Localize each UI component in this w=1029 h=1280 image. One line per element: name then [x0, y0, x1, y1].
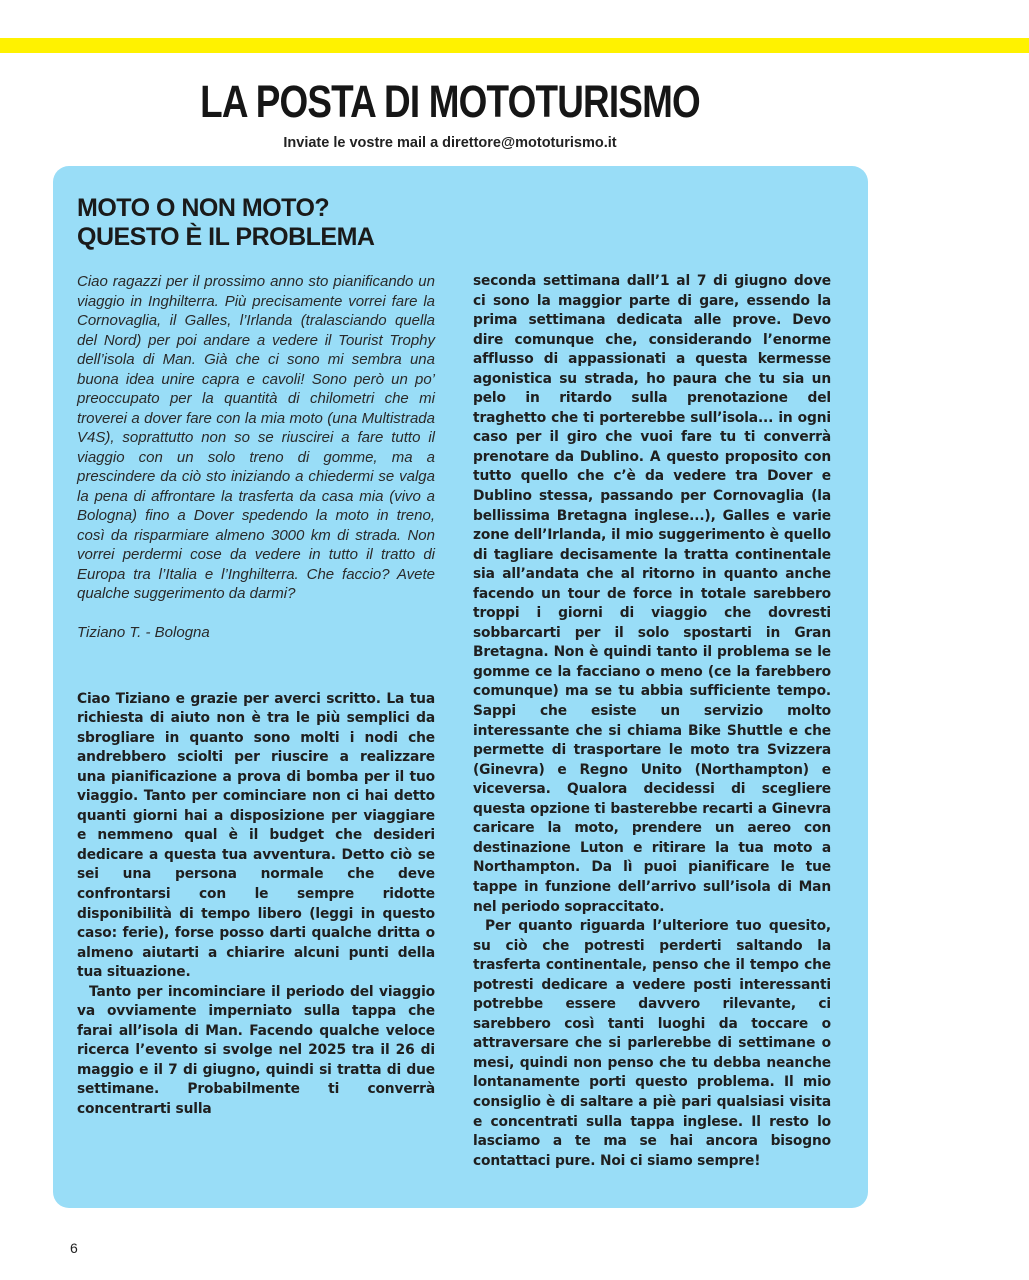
contact-line: Inviate le vostre mail a direttore@mototurismo.it [283, 135, 617, 151]
article-title [77, 194, 637, 252]
editor-reply [77, 690, 435, 1120]
article-title-line-1: MOTO O NON MOTO? [77, 194, 330, 222]
article-title-line-2: QUESTO È IL PROBLEMA [77, 223, 375, 251]
right-column [473, 272, 831, 1171]
reply-paragraph-3: Per quanto riguarda l’ulteriore tuo quesito, su ciò che potresti perderti saltando la trasferta continentale, penso che il tempo che potresti dedicare a vedere posti interessanti potrebbe essere davvero rilevante, ci sarebbero così tanti luoghi da toccare o attraversare che si parlerebbe di settimane o mesi, quindi non penso che tu debba neanche lontanamente porti questo problema. Il mio consiglio è di saltare a piè pari qualsiasi visita e concentrati sulla tappa inglese. Il resto lo lasciamo a te ma se hai ancora bisogno contattaci pure. Noi ci siamo sempre! [473, 918, 831, 1169]
page-title: LA POSTA DI MOTOTURISMO [200, 76, 700, 127]
letter-body: Ciao ragazzi per il prossimo anno sto pianificando un viaggio in Inghilterra. Più precisamente vorrei fare la Cornovaglia, il Galles, l’Irlanda (tralasciando quella del Nord) per poi andare a vedere il Tourist Trophy dell’isola di Man. Già che ci sono mi sembra una buona idea unire capra e cavoli! Sono però un po’ preoccupato per la quantità di chilometri che mi troverei a dover fare con la mia moto (una Multistrada V4S), soprattutto non so se riuscirei a fare tutto il viaggio con un solo treno di gomme, ma a prescindere da ciò sto iniziando a chiedermi se valga la pena di affrontare la trasferta da casa mia (vivo a Bologna) fino a Dover spedendo la moto in treno, così da risparmiare almeno 3000 km di strada. Non vorrei perdermi cose da vedere in tutto il tratto di Europa tra l’Italia e l’Inghilterra. Che faccio? Avete qualche suggerimento da darmi? [77, 273, 435, 602]
letter-panel [53, 166, 868, 1208]
letter-signature: Tiziano T. - Bologna [77, 624, 210, 641]
reply-paragraph-2-continued: seconda settimana dall’1 al 7 di giugno dove ci sono la maggior parte di gare, essendo la prima settimana dedicata alle prove. Devo dire comunque che, considerando l’enorme afflusso di appassionati a questa kermesse agonistica su strada, ho paura che tu sia un pelo in ritardo sulla prenotazione del traghetto che ti porterebbe sull’isola... in ogni caso per il giro che vuoi fare tu ti converrà prenotare da Dublino. A questo proposito con tutto quello che c’è da vedere tra Dover e Dublino stessa, passando per Cornovaglia (la bellissima Bretagna inglese...), Galles e varie zone dell’Irlanda, il mio suggerimento è quello di tagliare decisamente la tratta continentale sia all’andata che al ritorno in quanto anche facendo un tour de force in totale sarebbero troppi i giorni di viaggio che dovresti sobbarcarti per il solo spostarti in Gran Bretagna. Non è quindi tanto il problema se le gomme ce la facciano o meno (ce la farebbero comunque) ma se tu abbia sufficiente tempo. Sappi che esiste un servizio molto interessante che si chiama Bike Shuttle e che permette di trasportare le moto tra Svizzera (Ginevra) e Regno Unito (Northampton) e viceversa. Qualora decidessi di scegliere questa opzione ti basterebbe recarti a Ginevra caricare la moto, prendere un aereo con destinazione Luton e ritirare la tua moto a Northampton. Da lì puoi pianificare le tue tappe in funzione dell’arrivo sull’isola di Man nel periodo sopraccitato. [473, 273, 831, 915]
left-column [77, 272, 435, 1120]
top-accent-bar [0, 38, 1029, 53]
page-number: 6 [70, 1240, 78, 1256]
reply-paragraph-2-start: Tanto per incominciare il periodo del viaggio va ovviamente imperniato sulla tappa che farai all’isola di Man. Facendo qualche veloce ricerca l’evento si svolge nel 2025 tra il 26 di maggio e il 7 di giugno, quindi si tratta di due settimane. Probabilmente ti converrà concentrarti sulla [77, 983, 435, 1117]
reply-paragraph-1: Ciao Tiziano e grazie per averci scritto. La tua richiesta di aiuto non è tra le più semplici da sbrogliare in quanto sono molti i nodi che andrebbero sciolti per riuscire a realizzare una pianificazione a prova di bomba per il tuo viaggio. Tanto per cominciare non ci hai detto quanti giorni hai a disposizione per viaggiare e nemmeno qual è il budget che desideri dedicare a questa tua avventura. Detto ciò se sei una persona normale che deve confrontarsi con le sempre ridotte disponibilità di tempo libero (leggi in questo caso: ferie), forse posso darti qualche dritta o almeno aiutarti a chiarire alcuni punti della tua situazione. [77, 690, 435, 981]
reader-letter [77, 272, 435, 643]
page-header [140, 78, 760, 151]
